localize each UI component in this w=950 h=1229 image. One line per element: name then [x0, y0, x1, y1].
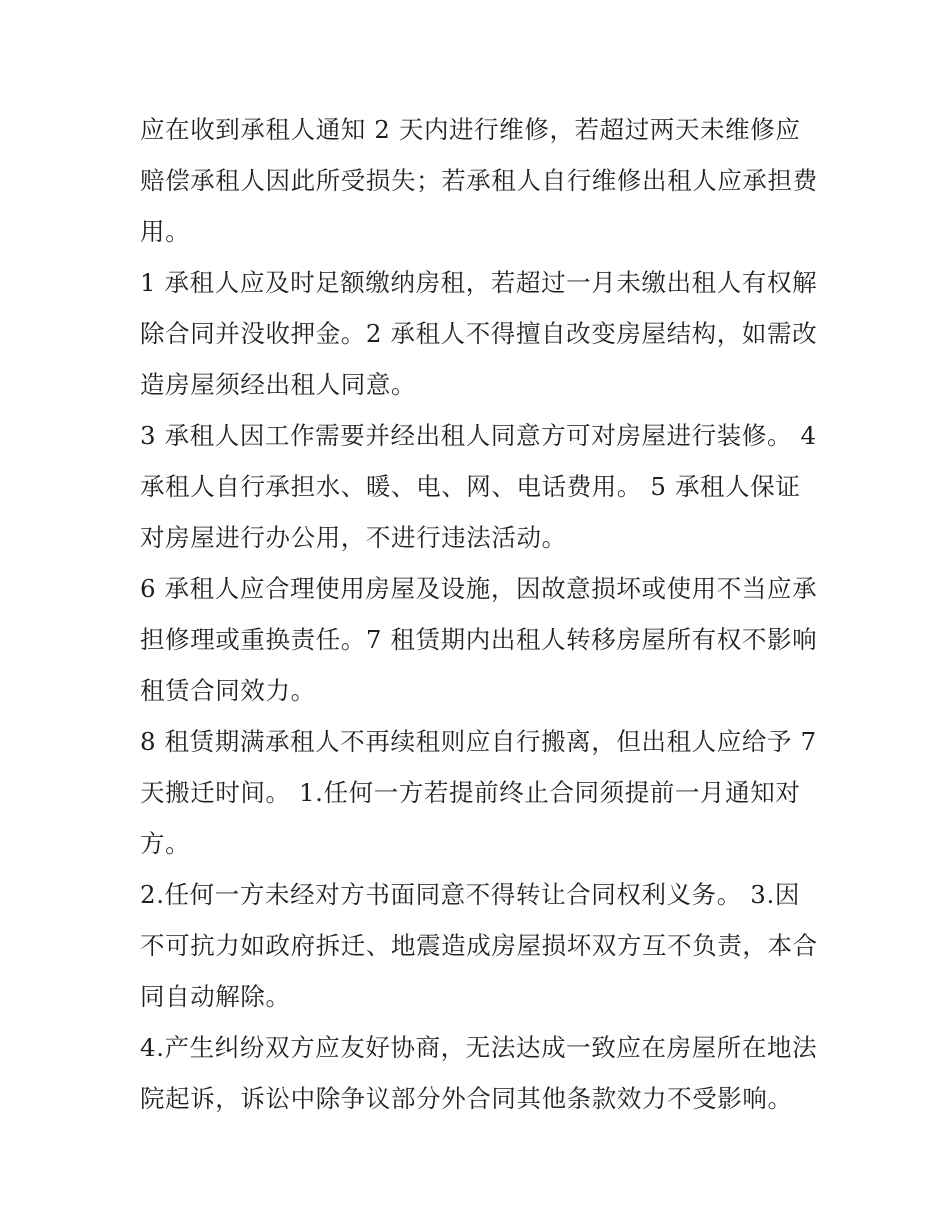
paragraph-repair-obligation: 应在收到承租人通知 2 天内进行维修，若超过两天未维修应赔偿承租人因此所受损失；若承租人自行维修出租人应承担费用。: [140, 115, 818, 246]
paragraph-renovation-and-utilities: 3 承租人因工作需要并经出租人同意方可对房屋进行装修。 4 承租人自行承担水、暖、电、网、电话费用。 5 承租人保证对房屋进行办公用，不进行违法活动。: [140, 421, 817, 552]
contract-body: [140, 104, 820, 1124]
paragraph-transfer-and-force-majeure: 2.任何一方未经对方书面同意不得转让合同权利义务。 3.因不可抗力如政府拆迁、地震造成房屋损坏双方互不负责，本合同自动解除。: [140, 880, 818, 1011]
paragraph-dispute-resolution: 4.产生纠纷双方应友好协商，无法达成一致应在房屋所在地法院起诉，诉讼中除争议部分外合同其他条款效力不受影响。: [140, 1033, 818, 1113]
paragraph-use-and-ownership: 6 承租人应合理使用房屋及设施，因故意损坏或使用不当应承担修理或重换责任。7 租赁期内出租人转移房屋所有权不影响租赁合同效力。: [140, 574, 818, 705]
paragraph-rent-and-structure: 1 承租人应及时足额缴纳房租，若超过一月未缴出租人有权解除合同并没收押金。2 承租人不得擅自改变房屋结构，如需改造房屋须经出租人同意。: [140, 268, 818, 399]
paragraph-lease-end-and-termination: 8 租赁期满承租人不再续租则应自行搬离，但出租人应给予 7 天搬迁时间。 1.任何一方若提前终止合同须提前一月通知对方。: [140, 727, 817, 858]
